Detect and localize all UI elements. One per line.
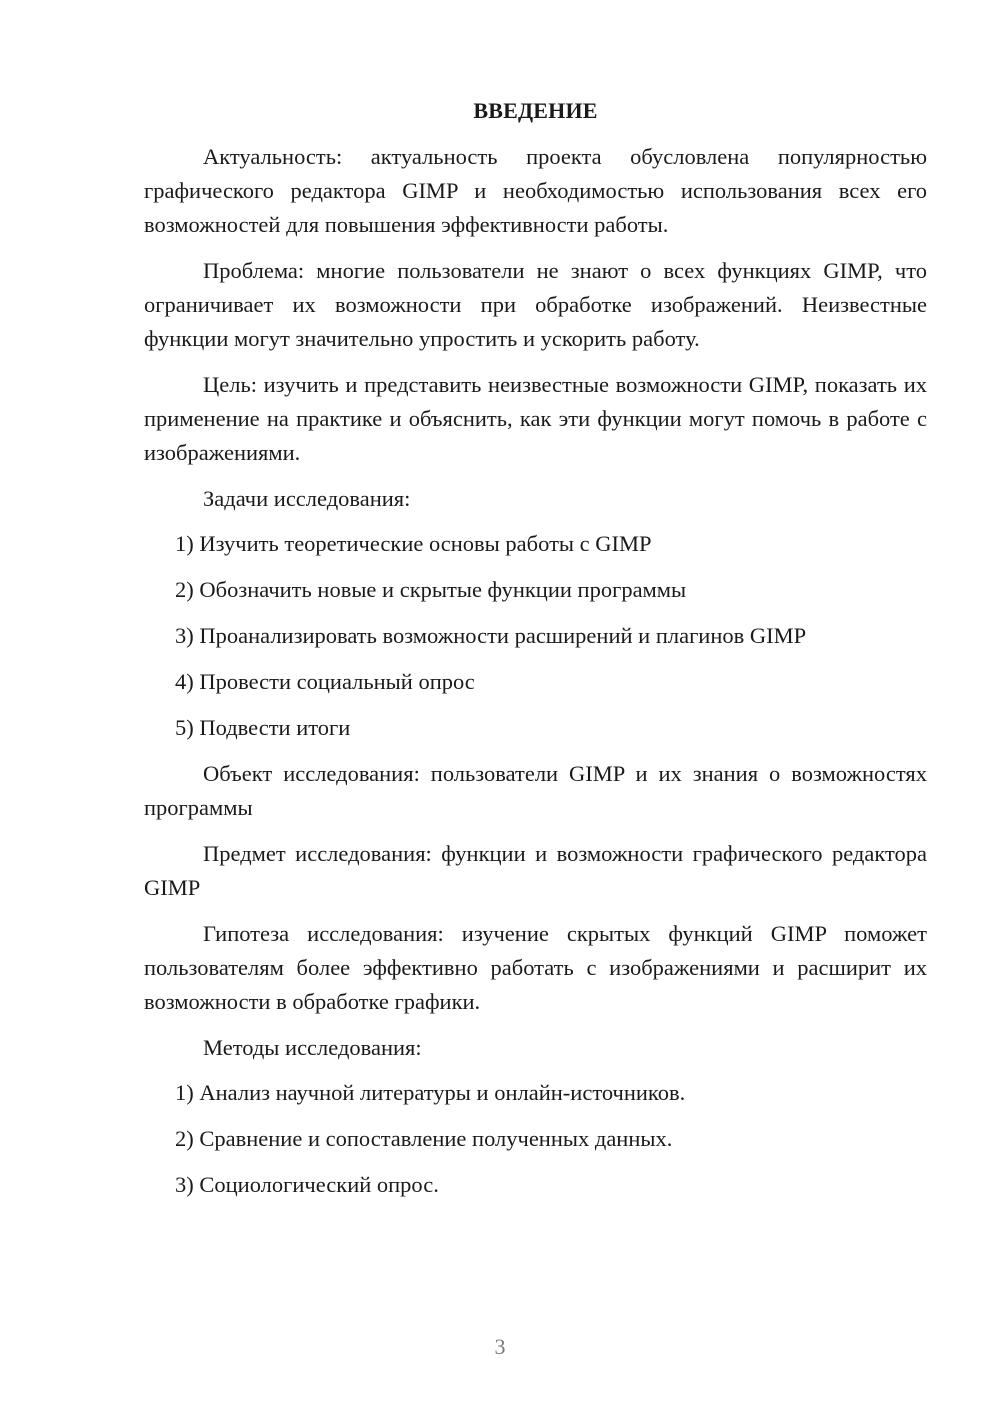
subject-paragraph: Предмет исследования: функции и возможности графического редактора GIMP xyxy=(144,841,927,900)
document-body xyxy=(144,95,927,1214)
list-item: 1) Анализ научной литературы и онлайн-источников. xyxy=(175,1080,686,1105)
relevance-paragraph: Актуальность: актуальность проекта обусловлена популярностью графического редактора GIMP и необходимостью использования всех его возможностей для повышения эффективности работы. xyxy=(144,144,927,237)
goal-paragraph: Цель: изучить и представить неизвестные возможности GIMP, показать их применение на практике и объяснить, как эти функции могут помочь в работе с изображениями. xyxy=(144,372,927,465)
list-item: 4) Провести социальный опрос xyxy=(175,669,475,694)
list-item: 3) Проанализировать возможности расширений и плагинов GIMP xyxy=(175,623,807,648)
tasks-heading: Задачи исследования: xyxy=(203,486,411,511)
page-number: 3 xyxy=(494,1334,506,1359)
object-paragraph: Объект исследования: пользователи GIMP и их знания о возможностях программы xyxy=(144,761,927,820)
methods-heading: Методы исследования: xyxy=(203,1035,422,1060)
list-item: 2) Обозначить новые и скрытые функции программы xyxy=(175,577,687,602)
list-item: 2) Сравнение и сопоставление полученных данных. xyxy=(175,1126,673,1151)
problem-paragraph: Проблема: многие пользователи не знают о всех функциях GIMP, что ограничивает их возможности при обработке изображений. Неизвестные функции могут значительно упростить и ускорить работу. xyxy=(144,258,927,351)
page-title: ВВЕДЕНИЕ xyxy=(473,98,598,123)
list-item: 1) Изучить теоретические основы работы с GIMP xyxy=(175,531,652,556)
hypothesis-paragraph: Гипотеза исследования: изучение скрытых функций GIMP поможет пользователям более эффективно работать с изображениями и расширит их возможности в обработке графики. xyxy=(144,921,927,1014)
list-item: 3) Социологический опрос. xyxy=(175,1172,439,1197)
list-item: 5) Подвести итоги xyxy=(175,715,351,740)
